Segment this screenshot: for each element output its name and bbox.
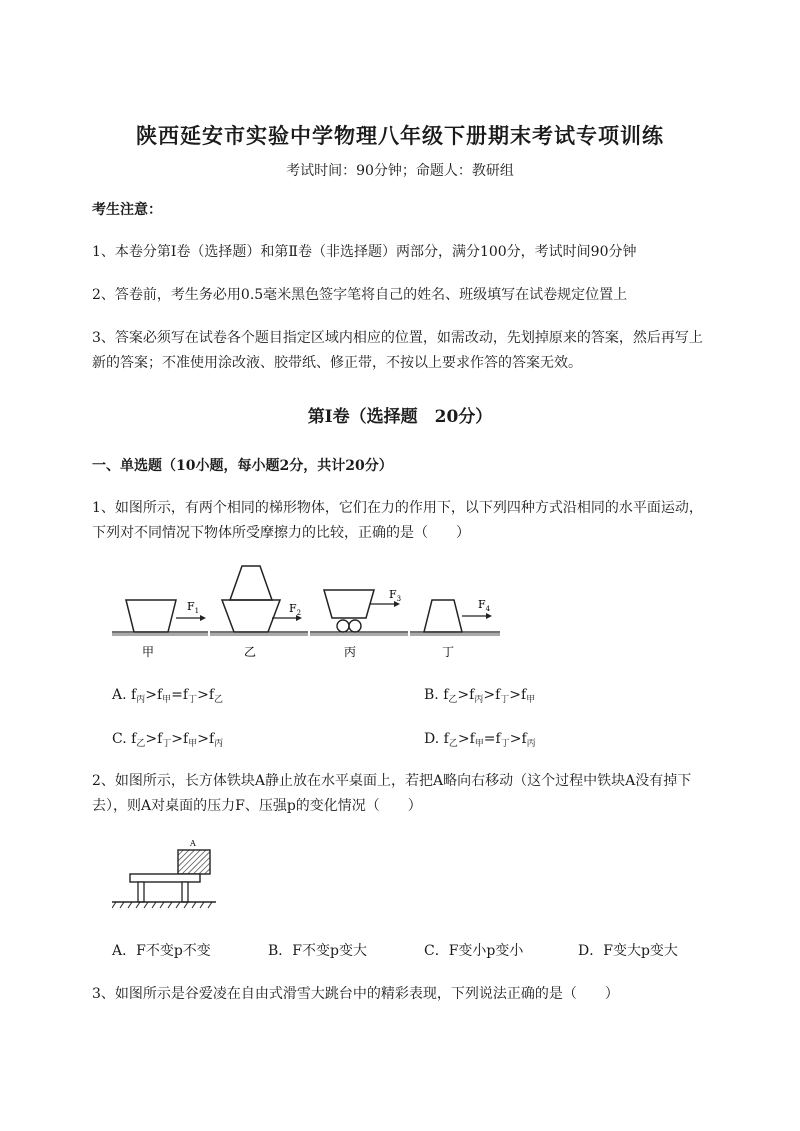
question-2-figure — [112, 836, 224, 916]
notice-item-3: 3、答案必须写在试卷各个题目指定区域内相应的位置，如需改动，先划掉原来的答案，然后再写上新的答案；不准使用涂改液、胶带纸、修正带，不按以上要求作答的答案无效。 — [92, 330, 703, 371]
trapezoid-bing — [324, 590, 374, 618]
roller-right — [349, 620, 361, 632]
notice-heading: 考生注意： — [92, 202, 162, 218]
figure-label-yi: 乙 — [244, 645, 257, 659]
table-leg-right — [182, 882, 188, 902]
trapezoid-yi-top — [230, 566, 272, 600]
iron-block-a — [178, 850, 210, 874]
option-2c[interactable]: C．F变小p变小 — [424, 943, 524, 959]
question-2-stem: 2、如图所示，长方体铁块A静止放在水平桌面上，若把A略向右移动（这个过程中铁块A没有掉下去），则A对桌面的压力F、压强p的变化情况（ ） — [92, 773, 692, 814]
option-1d[interactable]: D. $f_乙>f_甲=f_丁>f_丙$ — [424, 731, 536, 749]
question-1-stem: 1、如图所示，有两个相同的梯形物体，它们在力的作用下，以下列四种方式沿相同的水平面运动，下列对不同情况下物体所受摩擦力的比较，正确的是（ ） — [92, 500, 703, 541]
option-1b[interactable]: B. $f_乙>f_丙>f_丁>f_甲$ — [424, 687, 536, 705]
section-title: 第I卷（选择题 20分） — [307, 407, 493, 427]
ground-hatching — [112, 633, 500, 636]
force-label-f1: $F_1$ — [187, 600, 200, 615]
block-label-a: A — [190, 839, 196, 848]
notice-item-1: 1、本卷分第I卷（选择题）和第Ⅱ卷（非选择题）两部分，满分100分，考试时间90分钟 — [92, 244, 637, 260]
figure-label-bing: 丙 — [344, 645, 357, 659]
roller-left — [337, 620, 349, 632]
part-heading: 一、单选题（10小题，每小题2分，共计20分） — [92, 458, 393, 474]
figure-label-jia: 甲 — [142, 645, 155, 659]
force-label-f3: $F_3$ — [389, 588, 402, 603]
exam-info: 考试时间：90分钟；命题人：教研组 — [286, 163, 514, 179]
notice-item-2: 2、答卷前，考生务必用0.5毫米黑色签字笔将自己的姓名、班级填写在试卷规定位置上 — [92, 287, 628, 303]
page-title: 陕西延安市实验中学物理八年级下册期末考试专项训练 — [136, 123, 664, 148]
floor-hatching — [112, 902, 212, 908]
arrowhead — [200, 615, 206, 621]
arrowhead — [486, 613, 492, 619]
trapezoid-yi-bottom — [222, 600, 280, 632]
option-1a[interactable]: A. $f_丙>f_甲=f_丁>f_乙$ — [112, 687, 224, 705]
force-label-f2: $F_2$ — [289, 602, 302, 617]
table-leg-left — [138, 882, 144, 902]
force-label-f4: $F_4$ — [478, 598, 491, 613]
question-3-stem: 3、如图所示是谷爱凌在自由式滑雪大跳台中的精彩表现，下列说法正确的是（ ） — [92, 986, 619, 1002]
figure-label-ding: 丁 — [442, 645, 455, 659]
table-top — [130, 874, 200, 882]
trapezoid-ding — [424, 600, 462, 632]
option-1c[interactable]: C. $f_乙>f_丁>f_甲>f_丙$ — [112, 731, 224, 749]
option-2b[interactable]: B．F不变p变大 — [268, 943, 367, 959]
question-1-figure — [112, 556, 512, 662]
trapezoid-jia — [126, 600, 176, 632]
option-2d[interactable]: D．F变大p变大 — [578, 943, 678, 959]
option-2a[interactable]: A．F不变p不变 — [112, 943, 211, 959]
